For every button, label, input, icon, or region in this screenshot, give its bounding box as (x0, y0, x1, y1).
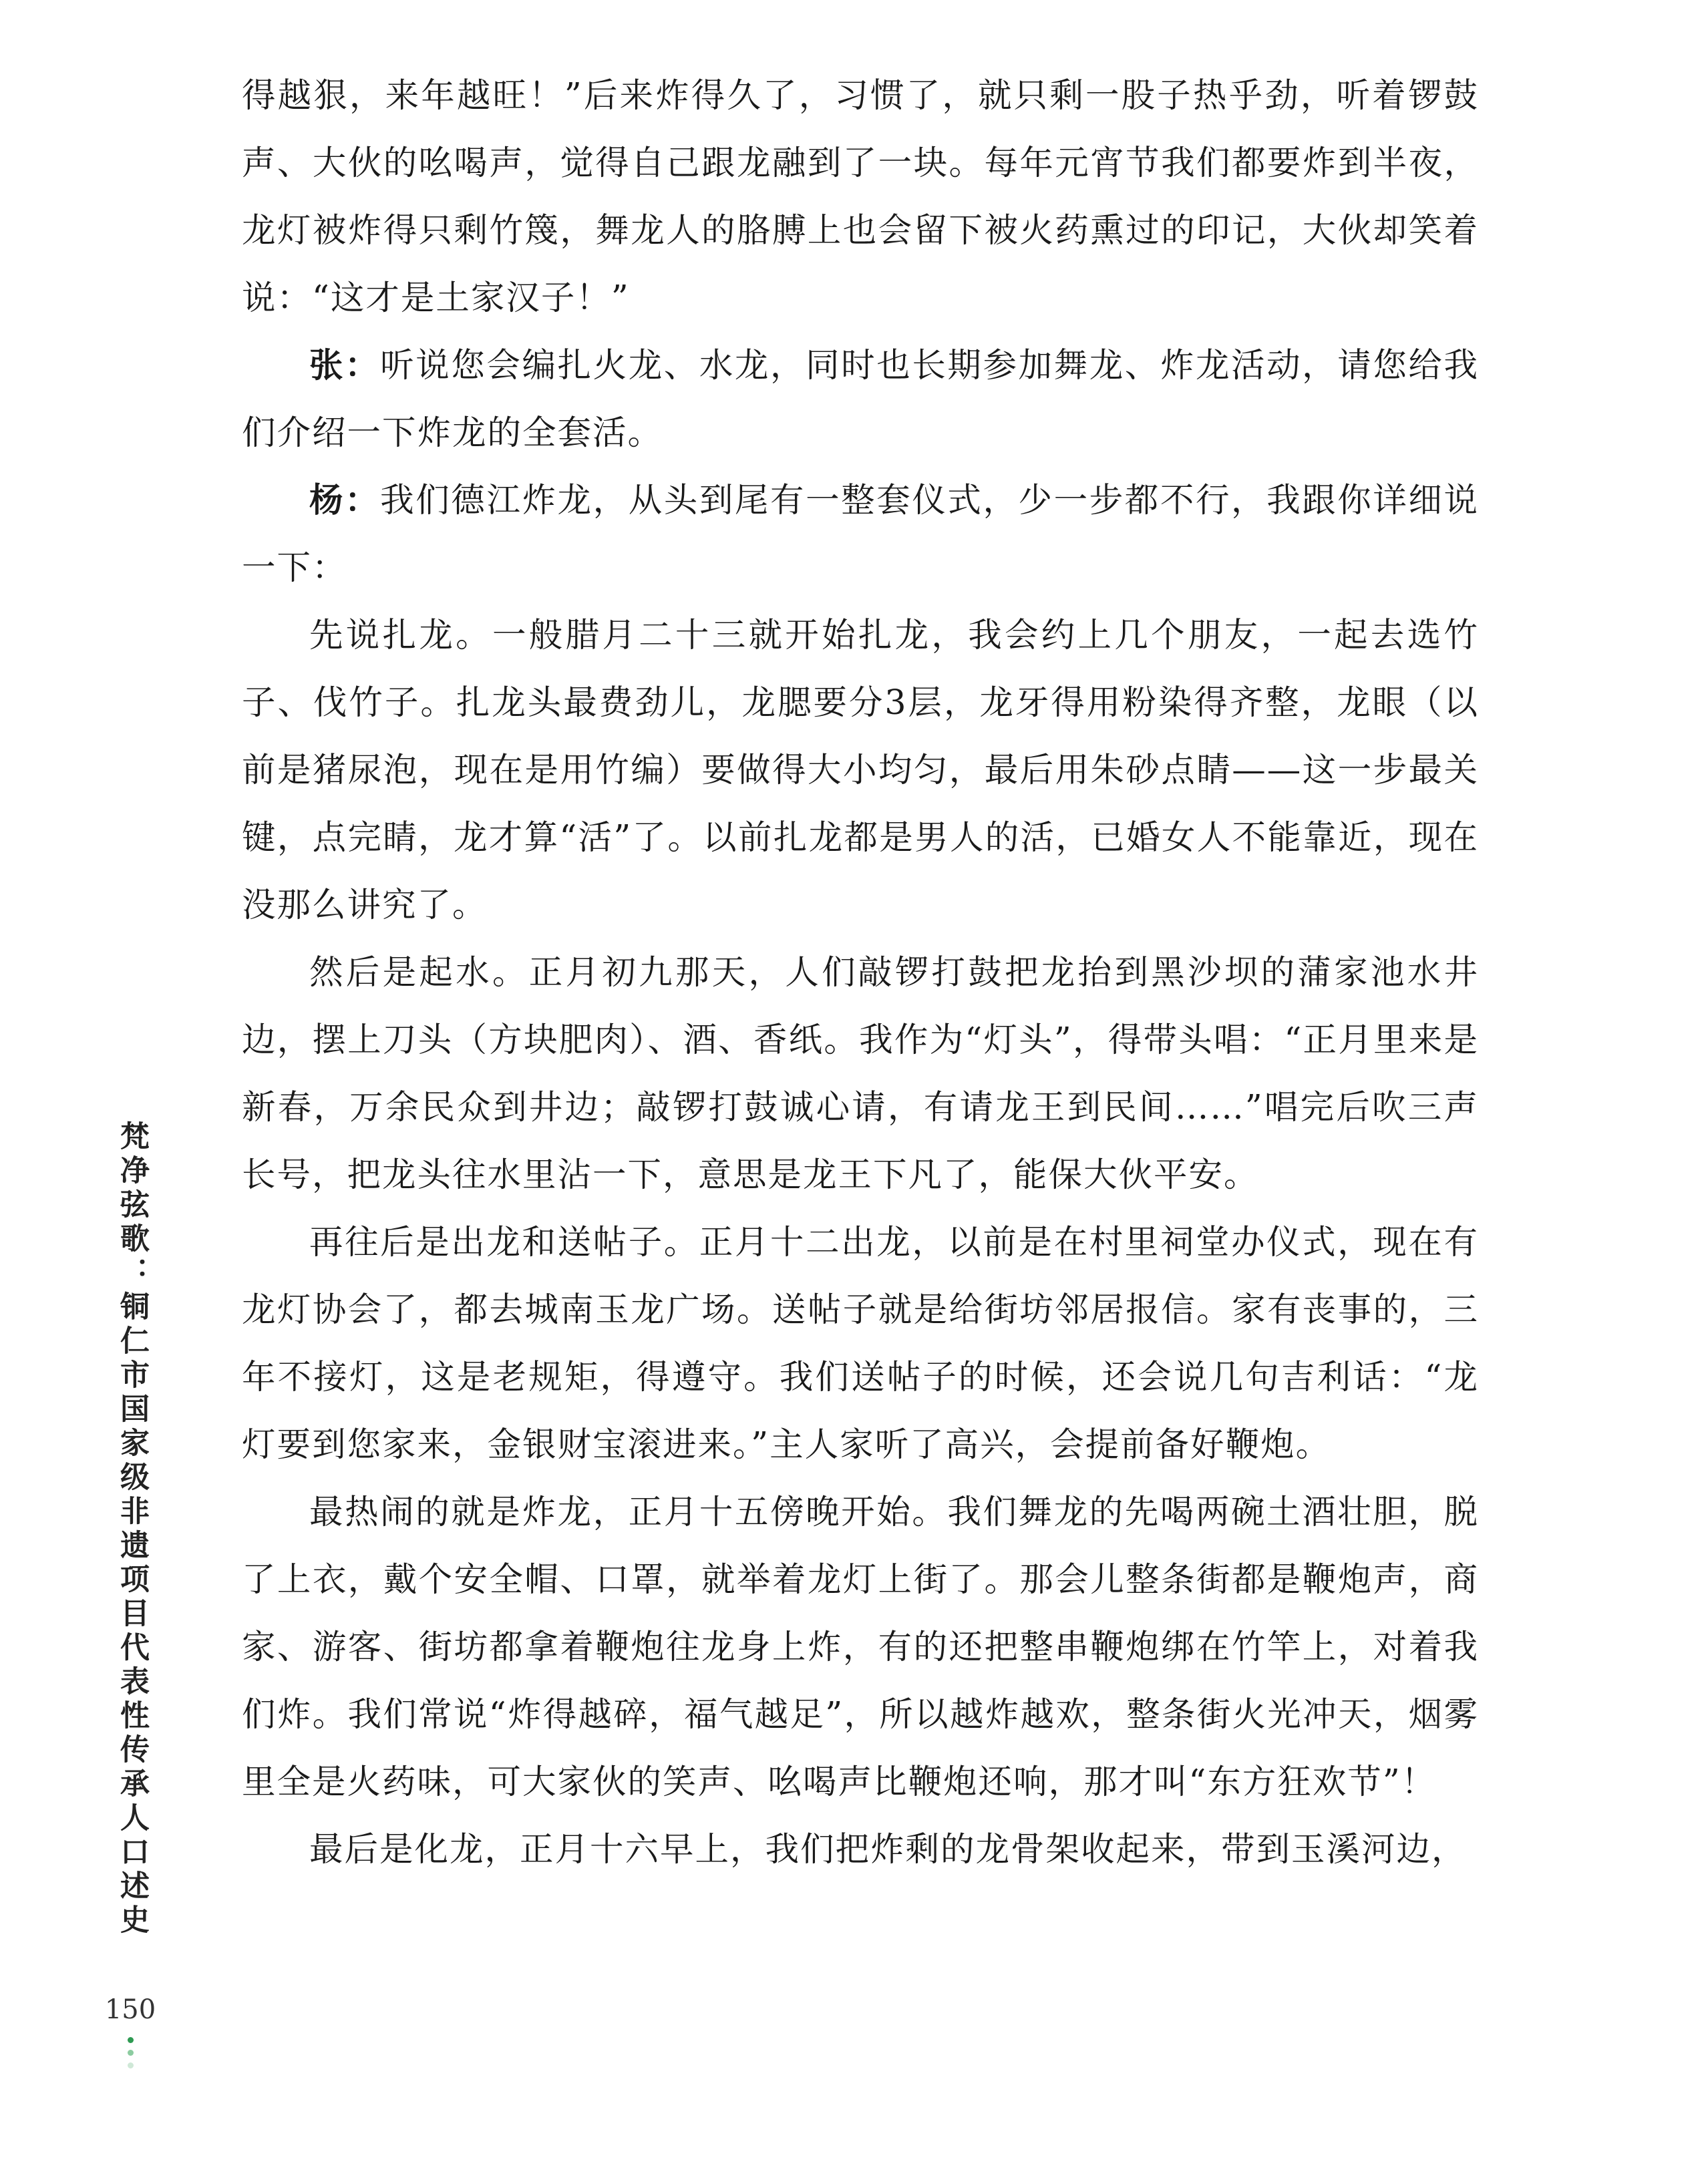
paragraph-text: 先说扎龙。一般腊月二十三就开始扎龙，我会约上几个朋友，一起去选竹子、伐竹子。扎龙头最费劲儿，龙腮要分3层，龙牙得用粉染得齐整，龙眼（以前是猪尿泡，现在是用竹编）要做得大小均匀，最后用朱砂点睛——这一步最关键，点完睛，龙才算“活”了。以前扎龙都是男人的活，已婚女人不能靠近，现在没那么讲究了。 (242, 615, 1479, 924)
paragraph (242, 1208, 1479, 1478)
paragraph-text: 听说您会编扎火龙、水龙，同时也长期参加舞龙、炸龙活动，请您给我们介绍一下炸龙的全套活。 (242, 345, 1479, 452)
paragraph-text: 最后是化龙，正月十六早上，我们把炸剩的龙骨架收起来，带到玉溪河边， (309, 1829, 1467, 1869)
page-number: 150 (104, 1994, 156, 2025)
dot-ornament (128, 2037, 134, 2043)
paragraph (242, 1478, 1479, 1815)
running-title: 梵净弦歌：铜仁市国家级非遗项目代表性传承人口述史 (115, 1121, 149, 1938)
paragraph-text: 我们德江炸龙，从头到尾有一整套仪式，少一步都不行，我跟你详细说一下： (242, 480, 1479, 587)
paragraph (242, 601, 1479, 938)
speaker-label: 杨： (309, 480, 381, 520)
paragraph-text: 最热闹的就是炸龙，正月十五傍晚开始。我们舞龙的先喝两碗土酒壮胆，脱了上衣，戴个安全帽、口罩，就举着龙灯上街了。那会儿整条街都是鞭炮声，商家、游客、街坊都拿着鞭炮往龙身上炸，有的还把整串鞭炮绑在竹竿上，对着我们炸。我们常说“炸得越碎，福气越足”，所以越炸越欢，整条街火光冲天，烟雾里全是火药味，可大家伙的笑声、吆喝声比鞭炮还响，那才叫“东方狂欢节”！ (242, 1492, 1479, 1801)
paragraph (242, 466, 1479, 601)
paragraph (242, 61, 1479, 331)
paragraph-text: 再往后是出龙和送帖子。正月十二出龙，以前是在村里祠堂办仪式，现在有龙灯协会了，都去城南玉龙广场。送帖子就是给街坊邻居报信。家有丧事的，三年不接灯，这是老规矩，得遵守。我们送帖子的时候，还会说几句吉利话：“龙灯要到您家来，金银财宝滚进来。”主人家听了高兴，会提前备好鞭炮。 (242, 1222, 1479, 1464)
dot-ornament (128, 2062, 134, 2068)
paragraph (242, 331, 1479, 466)
paragraph (242, 1815, 1479, 1883)
paragraph-text: 然后是起水。正月初九那天，人们敲锣打鼓把龙抬到黑沙坝的蒲家池水井边，摆上刀头（方块肥肉）、酒、香纸。我作为“灯头”，得带头唱：“正月里来是新春，万余民众到井边；敲锣打鼓诚心请，有请龙王到民间……”唱完后吹三声长号，把龙头往水里沾一下，意思是龙王下凡了，能保大伙平安。 (242, 952, 1479, 1194)
page-number-dots (126, 2037, 134, 2075)
paragraph-text: 得越狠，来年越旺！”后来炸得久了，习惯了，就只剩一股子热乎劲，听着锣鼓声、大伙的吆喝声，觉得自己跟龙融到了一块。每年元宵节我们都要炸到半夜，龙灯被炸得只剩竹篾，舞龙人的胳膊上也会留下被火药熏过的印记，大伙却笑着说：“这才是土家汉子！” (242, 75, 1479, 317)
paragraph (242, 938, 1479, 1208)
speaker-label: 张： (309, 345, 381, 385)
dot-ornament (128, 2050, 134, 2056)
body-text (242, 61, 1479, 1883)
